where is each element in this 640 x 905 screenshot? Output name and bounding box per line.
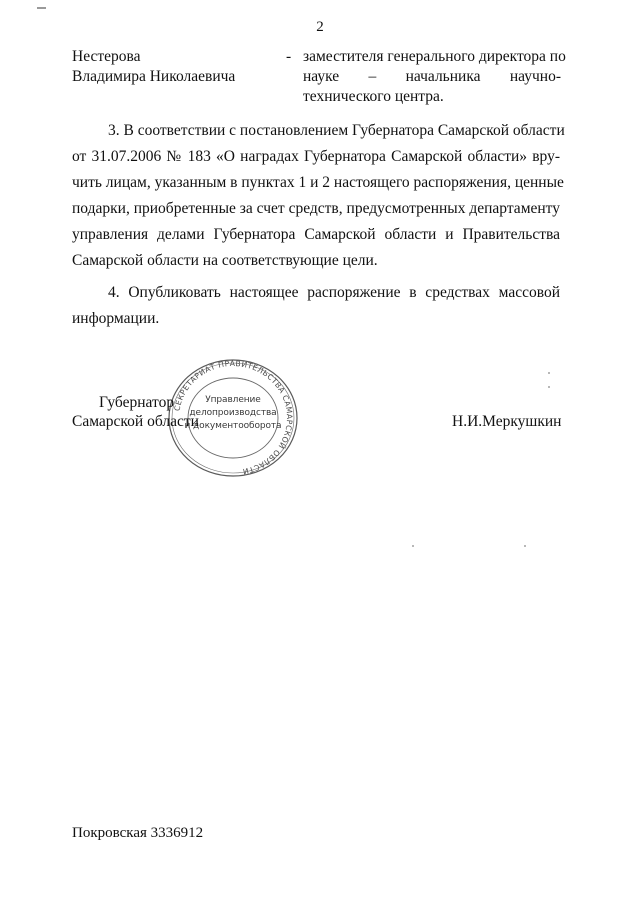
seal-center-line: и документооборота	[184, 421, 282, 431]
executor-note: Покровская 3336912	[72, 825, 204, 841]
person-surname: Нестерова	[72, 48, 141, 65]
position-line-2	[303, 68, 561, 86]
page-number: 2	[316, 19, 324, 35]
position-word: начальника	[405, 68, 481, 85]
seal-center-line: делопроизводства	[189, 408, 277, 418]
paragraph-3-line: чить лицам, указанным в пунктах 1 и 2 настоящего распоряжения, ценные	[72, 174, 564, 191]
paragraph-4-line: информации.	[72, 310, 160, 327]
paragraph-3-line: подарки, приобретенные за счет средств, предусмотренных департаменту	[72, 200, 560, 217]
signature-title-line-1: Губернатор	[99, 394, 175, 411]
position-word: –	[368, 68, 377, 85]
signature-title-line-2: Самарской области	[72, 413, 199, 430]
position-line-1: заместителя генерального директора по	[303, 48, 566, 65]
position-line-3: технического центра.	[303, 88, 444, 105]
scan-corner-mark	[37, 7, 46, 9]
seal-center-line: Управление	[205, 395, 261, 405]
paragraph-3-line: 3. В соответствии с постановлением Губернатора Самарской области	[108, 122, 565, 139]
signer-name: Н.И.Меркушкин	[452, 413, 562, 430]
scan-speck	[548, 386, 550, 388]
paragraph-3-line: управления делами Губернатора Самарской области и Правительства	[72, 226, 560, 243]
paragraph-3-line: от 31.07.2006 № 183 «О наградах Губернатора Самарской области» вру-	[72, 148, 560, 165]
scan-speck	[524, 545, 526, 547]
scan-speck	[412, 545, 414, 547]
scan-speck	[548, 372, 550, 374]
position-word: научно-	[509, 68, 561, 85]
person-name-patronymic: Владимира Николаевича	[72, 68, 236, 85]
position-dash: -	[286, 48, 292, 65]
paragraph-3-line: Самарской области на соответствующие цели.	[72, 252, 378, 269]
position-word: науке	[303, 68, 340, 85]
seal-ring-text: СЕКРЕТАРИАТ ПРАВИТЕЛЬСТВА САМАРСКОЙ ОБЛАСТИ	[172, 358, 295, 477]
paragraph-4-line: 4. Опубликовать настоящее распоряжение в средствах массовой	[108, 284, 560, 301]
